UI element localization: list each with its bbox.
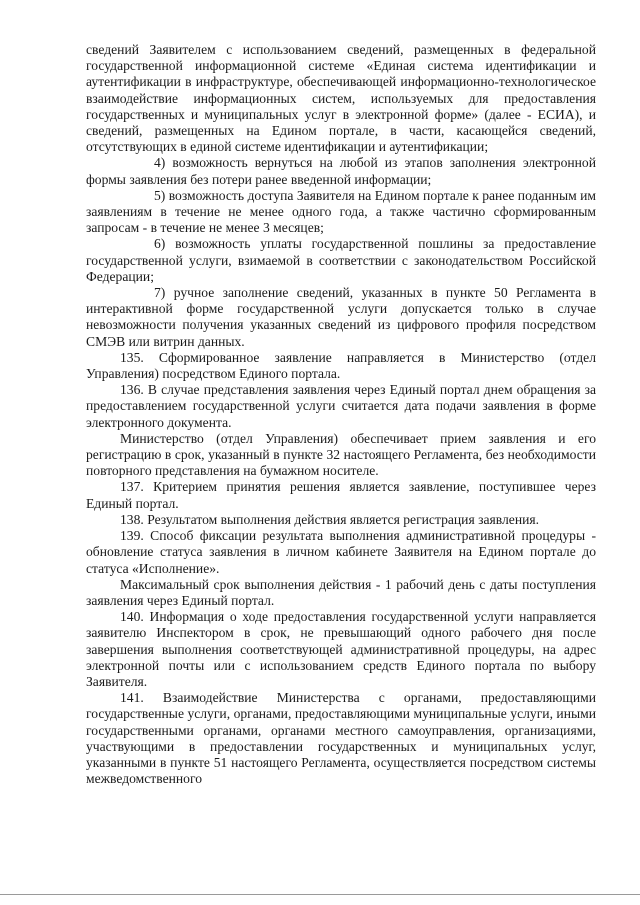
list-item-7 — [86, 285, 596, 350]
clause-141 — [86, 690, 596, 787]
paragraph-text: Максимальный срок выполнения действия - 1 рабочий день с даты поступления заявления через Единый портал. — [86, 576, 596, 608]
item-number: 4) — [154, 155, 166, 171]
paragraph-text: Сформированное заявление направляется в Министерство (отдел Управления) посредством Единого портала. — [86, 349, 596, 382]
clause-number: 141. — [120, 690, 144, 706]
clause-number: 139. — [120, 528, 144, 544]
item-number: 7) — [154, 285, 166, 301]
clause-number: 138. — [120, 511, 144, 527]
paragraph-text: ручное заполнение сведений, указанных в пункте 50 Регламента в интерактивной форме государственной услуги допускается только в случае невозможности получения указанных сведений из цифрового профиля посредством СМЭВ или витрин данных. — [86, 285, 596, 349]
paragraph-text: сведений Заявителем с использованием сведений, размещенных в федеральной государственной информационной системе «Единая система идентификации и аутентификации в инфраструктуре, обеспечивающей информационно-технологическое взаимодействие информационных систем, используемых для предоставления государственных и муниципальных услуг в электронной форме» (далее - ЕСИА), и сведений, размещенных на Едином портале, в части, касающейся сведений, отсутствующих в единой системе идентификации и аутентификации; — [86, 42, 596, 155]
paragraph-text: Критерием принятия решения является заявление, поступившее через Единый портал. — [86, 479, 596, 511]
item-number: 6) — [154, 236, 166, 252]
scan-edge-divider — [0, 894, 640, 895]
clause-139 — [86, 528, 596, 577]
clause-135 — [86, 350, 596, 382]
clause-136 — [86, 382, 596, 431]
paragraph-text: возможность уплаты государственной пошлины за предоставление государственной услуги, взимаемой в соответствии с законодательством Российской Федерации; — [86, 236, 596, 284]
paragraph-text: Информация о ходе предоставления государственной услуги направляется заявителю Инспектором в срок, не превышающий одного рабочего дня после завершения выполнения соответствующей административной процедуры, на адрес электронной почты или с использованием средств Единого портала по выбору Заявителя. — [86, 609, 597, 689]
paragraph-text: Способ фиксации результата выполнения административной процедуры - обновление статуса заявления в личном кабинете Заявителя на Едином портале до статуса «Исполнение». — [86, 528, 596, 576]
clause-number: 135. — [120, 349, 144, 365]
list-item-5 — [86, 188, 596, 237]
clause-140 — [86, 609, 596, 690]
paragraph-text: Результатом выполнения действия является регистрация заявления. — [147, 511, 540, 527]
paragraph-continuation — [86, 42, 596, 155]
clause-number: 137. — [120, 479, 144, 495]
clause-138 — [86, 512, 596, 528]
paragraph-text: Взаимодействие Министерства с органами, предоставляющими государственные услуги, органами, предоставляющими муниципальные услуги, иными государственными органами, органами местного самоуправления, организациями, участвующими в предоставлении государственных и муниципальных услуг, указанными в пункте 51 настоящего Регламента, осуществляется посредством системы межведомственного — [86, 690, 596, 787]
paragraph-text: возможность вернуться на любой из этапов заполнения электронной формы заявления без потери ранее введенной информации; — [86, 155, 596, 187]
list-item-6 — [86, 236, 596, 285]
clause-136-continuation — [86, 431, 596, 480]
clause-137 — [86, 479, 596, 511]
paragraph-text: Министерство (отдел Управления) обеспечивает прием заявления и его регистрацию в срок, указанный в пункте 32 настоящего Регламента, без необходимости повторного представления на бумажном носителе. — [86, 430, 596, 479]
clause-number: 140. — [120, 609, 144, 625]
paragraph-text: В случае представления заявления через Единый портал днем обращения за предоставлением государственной услуги считается дата подачи заявления в форме электронного документа. — [86, 382, 596, 430]
list-item-4 — [86, 155, 596, 187]
paragraph-text: возможность доступа Заявителя на Едином портале к ранее поданным им заявлениям в течение не менее одного года, а также частично сформированным запросам - в течение не менее 3 месяцев; — [86, 187, 596, 236]
clause-139-continuation — [86, 577, 596, 609]
clause-number: 136. — [120, 382, 144, 398]
item-number: 5) — [154, 187, 166, 203]
